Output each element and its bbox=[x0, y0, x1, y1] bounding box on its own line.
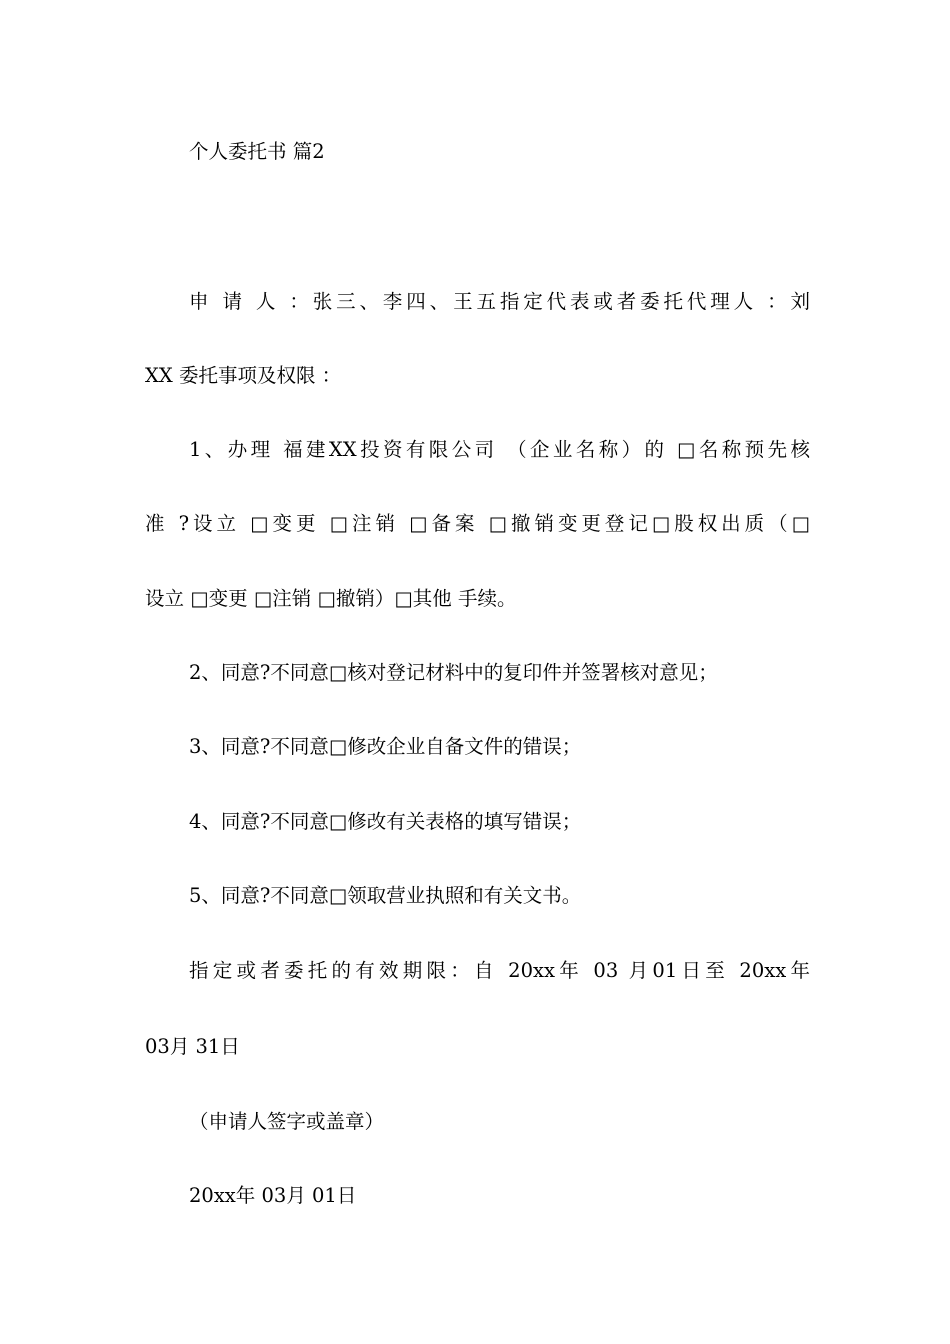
applicant-line-1: 申 请 人 ：张三、李四、王五指定代表或者委托代理人 ：刘 bbox=[189, 290, 810, 313]
sign-date: 20xx年 03月 01日 bbox=[189, 1184, 357, 1207]
item-1-line-2: 准 ?设立 □变更 □注销 □备案 □撤销变更登记□股权出质（□ bbox=[145, 512, 810, 535]
item-1-line-1: 1、办理 福建XX投资有限公司 （企业名称）的 □名称预先核 bbox=[189, 438, 810, 461]
item-2: 2、同意?不同意□核对登记材料中的复印件并签署核对意见； bbox=[189, 661, 718, 684]
validity-line-1: 指定或者委托的有效期限：自 20xx年 03 月01日至 20xx年 bbox=[189, 959, 810, 982]
item-4: 4、同意?不同意□修改有关表格的填写错误； bbox=[189, 810, 582, 833]
validity-line-2: 03月 31日 bbox=[145, 1035, 240, 1058]
item-3: 3、同意?不同意□修改企业自备文件的错误； bbox=[189, 735, 582, 758]
document-title: 个人委托书 篇2 bbox=[189, 140, 325, 163]
signature-note: （申请人签字或盖章） bbox=[189, 1110, 385, 1133]
item-5: 5、同意?不同意□领取营业执照和有关文书。 bbox=[189, 884, 582, 907]
applicant-line-2: XX 委托事项及权限 ： bbox=[145, 364, 342, 387]
item-1-line-3: 设立 □变更 □注销 □撤销）□其他 手续。 bbox=[145, 587, 517, 610]
